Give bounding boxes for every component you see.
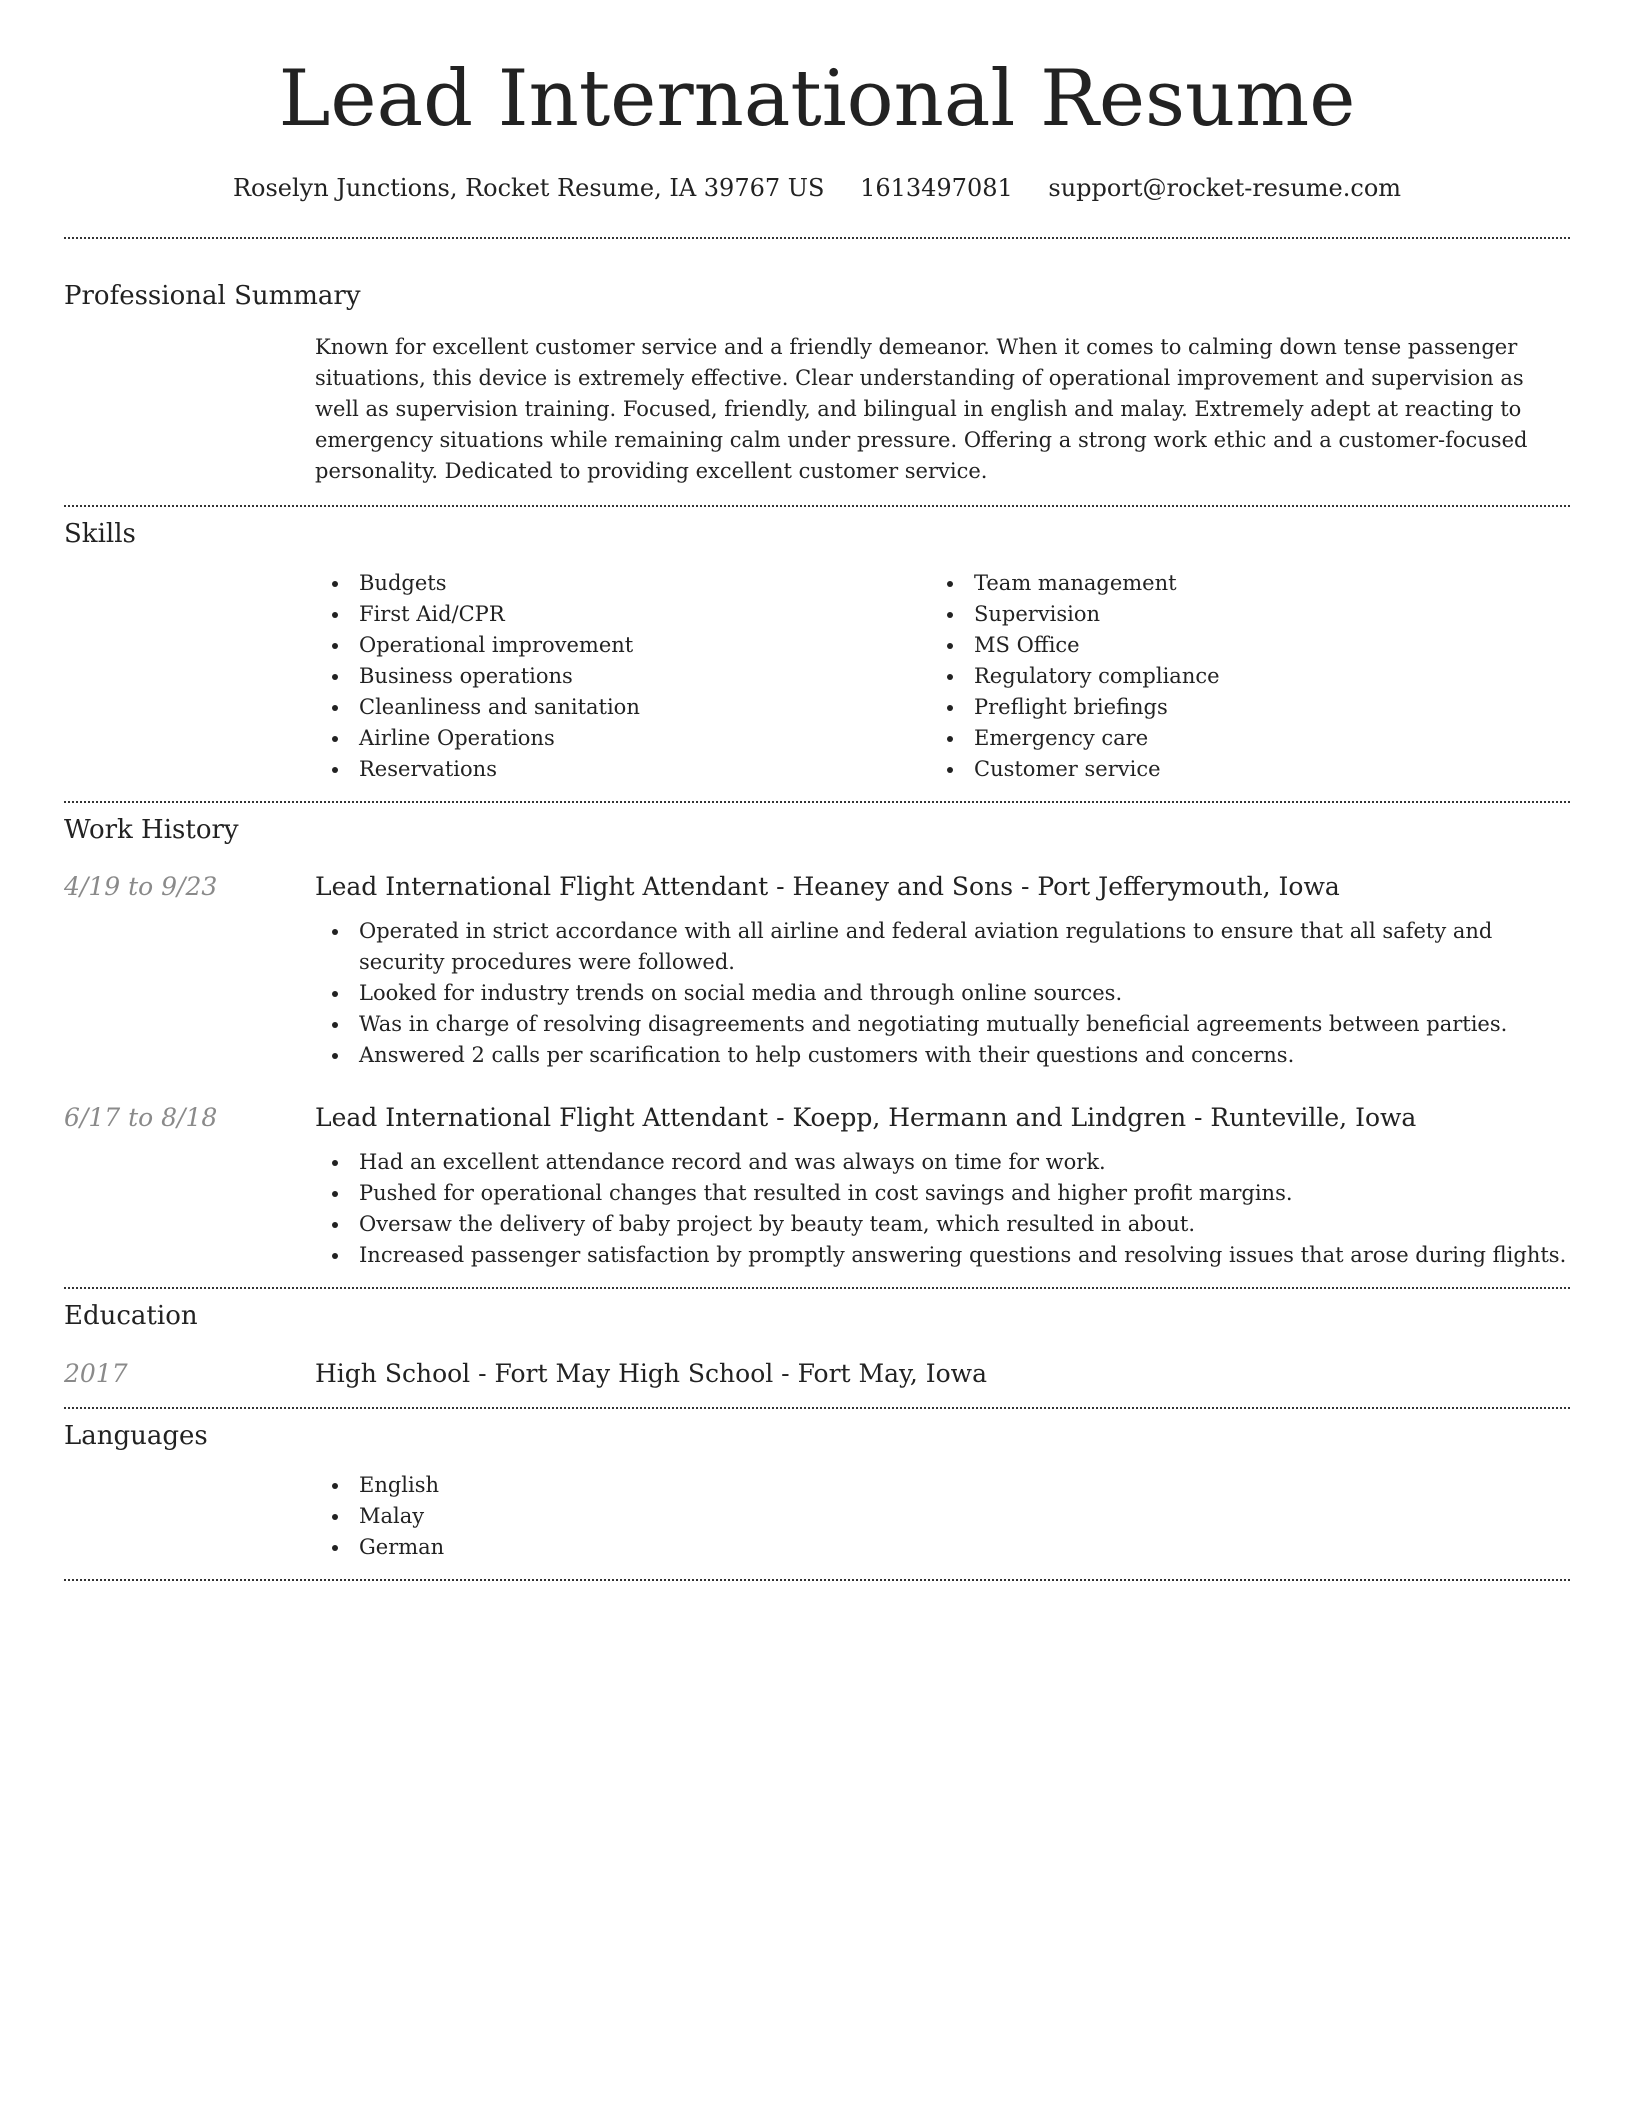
- skill-item: Regulatory compliance: [930, 661, 1545, 692]
- contact-phone: 1613497081: [860, 174, 1013, 202]
- languages-section: [64, 1421, 1570, 1563]
- job-heading: Lead International Flight Attendant - Heaney and Sons - Port Jefferymouth, Iowa: [315, 872, 1340, 902]
- skills-list-left: [315, 568, 930, 785]
- job-entry: [64, 1103, 1570, 1271]
- education-heading-line: High School - Fort May High School - Fort May, Iowa: [315, 1358, 987, 1388]
- skill-item: MS Office: [930, 630, 1545, 661]
- language-item: English: [315, 1470, 1570, 1501]
- skill-item: Reservations: [315, 754, 930, 785]
- job-bullet: Operated in strict accordance with all airline and federal aviation regulations to ensure that all safety and security procedures were followed.: [315, 916, 1570, 978]
- divider: [64, 1407, 1570, 1409]
- work-section: [64, 815, 1570, 1271]
- job-bullet: Looked for industry trends on social media and through online sources.: [315, 978, 1570, 1009]
- job-bullets: [315, 1147, 1570, 1271]
- education-entry: [64, 1359, 1570, 1389]
- language-item: German: [315, 1532, 1570, 1563]
- language-item: Malay: [315, 1501, 1570, 1532]
- job-bullet: Answered 2 calls per scarification to help customers with their questions and concerns.: [315, 1040, 1570, 1071]
- resume-title: Lead International Resume: [278, 54, 1356, 144]
- divider: [64, 1287, 1570, 1289]
- divider: [64, 237, 1570, 239]
- divider: [64, 1579, 1570, 1581]
- skills-section: [64, 519, 1570, 785]
- job-entry: [64, 872, 1570, 1071]
- skill-item: Customer service: [930, 754, 1545, 785]
- divider: [64, 801, 1570, 803]
- skill-item: Preflight briefings: [930, 692, 1545, 723]
- skill-item: Supervision: [930, 599, 1545, 630]
- summary-section: [64, 281, 1570, 487]
- summary-text: Known for excellent customer service and a friendly demeanor. When it comes to calming down tense passenger situations, this device is extremely effective. Clear understanding of operational improvement and supervision as well as supervision training. Focused, friendly, and bilingual in english and malay. Extremely adept at reacting to emergency situations while remaining calm under pressure. Offering a strong work ethic and a customer-focused personality. Dedicated to providing excellent customer service.: [315, 334, 1528, 483]
- job-bullets: [315, 916, 1570, 1071]
- summary-heading: Professional Summary: [64, 280, 361, 311]
- contact-address: Roselyn Junctions, Rocket Resume, IA 39767 US: [232, 174, 825, 202]
- divider: [64, 505, 1570, 507]
- job-heading: Lead International Flight Attendant - Koepp, Hermann and Lindgren - Runteville, Iowa: [315, 1103, 1417, 1133]
- job-bullet: Increased passenger satisfaction by promptly answering questions and resolving issues that arose during flights.: [315, 1240, 1570, 1271]
- resume-page: [64, 0, 1570, 1581]
- skill-item: Budgets: [315, 568, 930, 599]
- work-heading: Work History: [64, 815, 239, 846]
- skills-heading: Skills: [64, 518, 136, 549]
- skill-item: Cleanliness and sanitation: [315, 692, 930, 723]
- contact-email: support@rocket-resume.com: [1048, 174, 1402, 202]
- education-section: [64, 1301, 1570, 1388]
- job-bullet: Had an excellent attendance record and was always on time for work.: [315, 1147, 1570, 1178]
- job-dates: 4/19 to 9/23: [64, 872, 218, 902]
- education-heading: Education: [64, 1301, 198, 1332]
- skill-item: Airline Operations: [315, 723, 930, 754]
- education-year: 2017: [64, 1358, 128, 1388]
- skill-item: First Aid/CPR: [315, 599, 930, 630]
- skill-item: Operational improvement: [315, 630, 930, 661]
- skill-item: Emergency care: [930, 723, 1545, 754]
- job-bullet: Pushed for operational changes that resulted in cost savings and higher profit margins.: [315, 1178, 1570, 1209]
- skill-item: Team management: [930, 568, 1545, 599]
- job-bullet: Was in charge of resolving disagreements and negotiating mutually beneficial agreements between parties.: [315, 1009, 1570, 1040]
- languages-heading: Languages: [64, 1420, 208, 1451]
- job-dates: 6/17 to 8/18: [64, 1103, 218, 1133]
- job-bullet: Oversaw the delivery of baby project by beauty team, which resulted in about.: [315, 1209, 1570, 1240]
- skills-list-right: [930, 568, 1545, 785]
- languages-list: [315, 1470, 1570, 1563]
- skill-item: Business operations: [315, 661, 930, 692]
- contact-line: [64, 174, 1570, 203]
